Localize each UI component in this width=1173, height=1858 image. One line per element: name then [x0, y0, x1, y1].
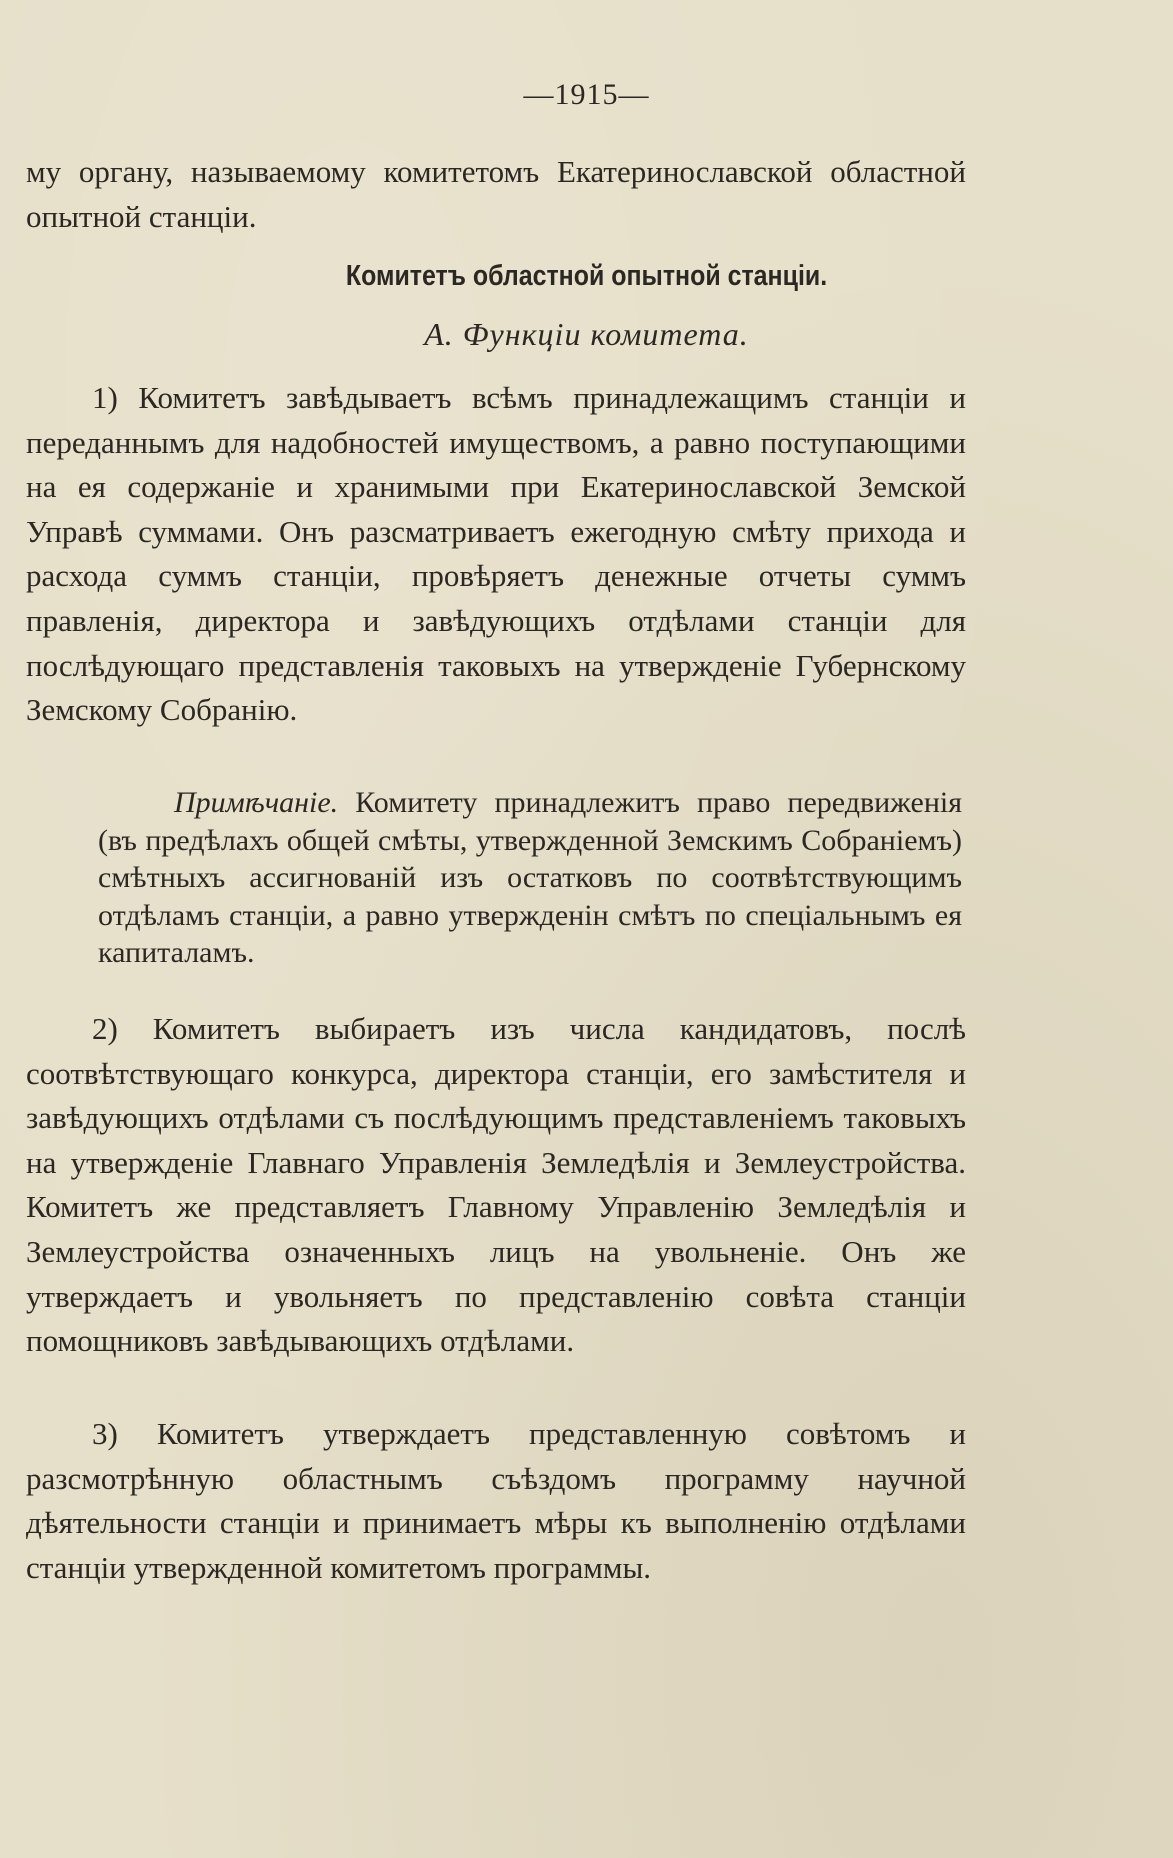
- section-title: Комитетъ областной опытной станціи.: [345, 260, 828, 292]
- note-label: Примѣчаніе.: [174, 786, 339, 819]
- paragraph-2: 2) Комитетъ выбираетъ изъ числа кандидатовъ, послѣ соотвѣтствующаго конкурса, директора станціи, его замѣстителя и завѣдующихъ отдѣлами съ послѣдующимъ представленіемъ таковыхъ на утвержденіе Главнаго Управленія Земледѣлія и Землеустройства. Комитетъ же представляетъ Главному Управленію Земледѣлія и Землеустройства означенныхъ лицъ на увольненіе. Онъ же утверждаетъ и увольняетъ по представленію совѣта станціи помощниковъ завѣдывающихъ отдѣлами.: [26, 1011, 966, 1359]
- paragraph-1: 1) Комитетъ завѣдываетъ всѣмъ принадлежащимъ станціи и переданнымъ для надобностей имуществомъ, а равно поступающими на ея содержаніе и хранимыми при Екатеринославской Земской Управѣ суммами. Онъ разсматриваетъ ежегодную смѣту прихода и расхода суммъ станціи, провѣряетъ денежные отчеты суммъ правленія, директора и завѣдующихъ отдѣлами станціи для послѣдующаго представленія таковыхъ на утвержденіе Губернскому Земскому Собранію.: [26, 380, 966, 728]
- paragraph-3: 3) Комитетъ утверждаетъ представленную совѣтомъ и разсмотрѣнную областнымъ съѣздомъ программу научной дѣятельности станціи и принимаетъ мѣры къ выполненію отдѣлами станціи утвержденной комитетомъ программы.: [26, 1416, 966, 1585]
- intro-paragraph: му органу, называемому комитетомъ Екатеринославской областной опытной станціи.: [26, 154, 966, 234]
- page-number: —1915—: [523, 78, 650, 111]
- note-text: Комитету принадлежитъ право передвиженія (въ предѣлахъ общей смѣты, утвержденной Земскимъ Собраніемъ) смѣтныхъ ассигнованій изъ остатковъ по соотвѣтствующимъ отдѣламъ станціи, а равно утвержденін смѣтъ по спеціальнымъ ея капиталамъ.: [98, 786, 963, 969]
- subsection-title: А. Функціи комитета.: [424, 316, 749, 352]
- note-paragraph: [98, 784, 962, 972]
